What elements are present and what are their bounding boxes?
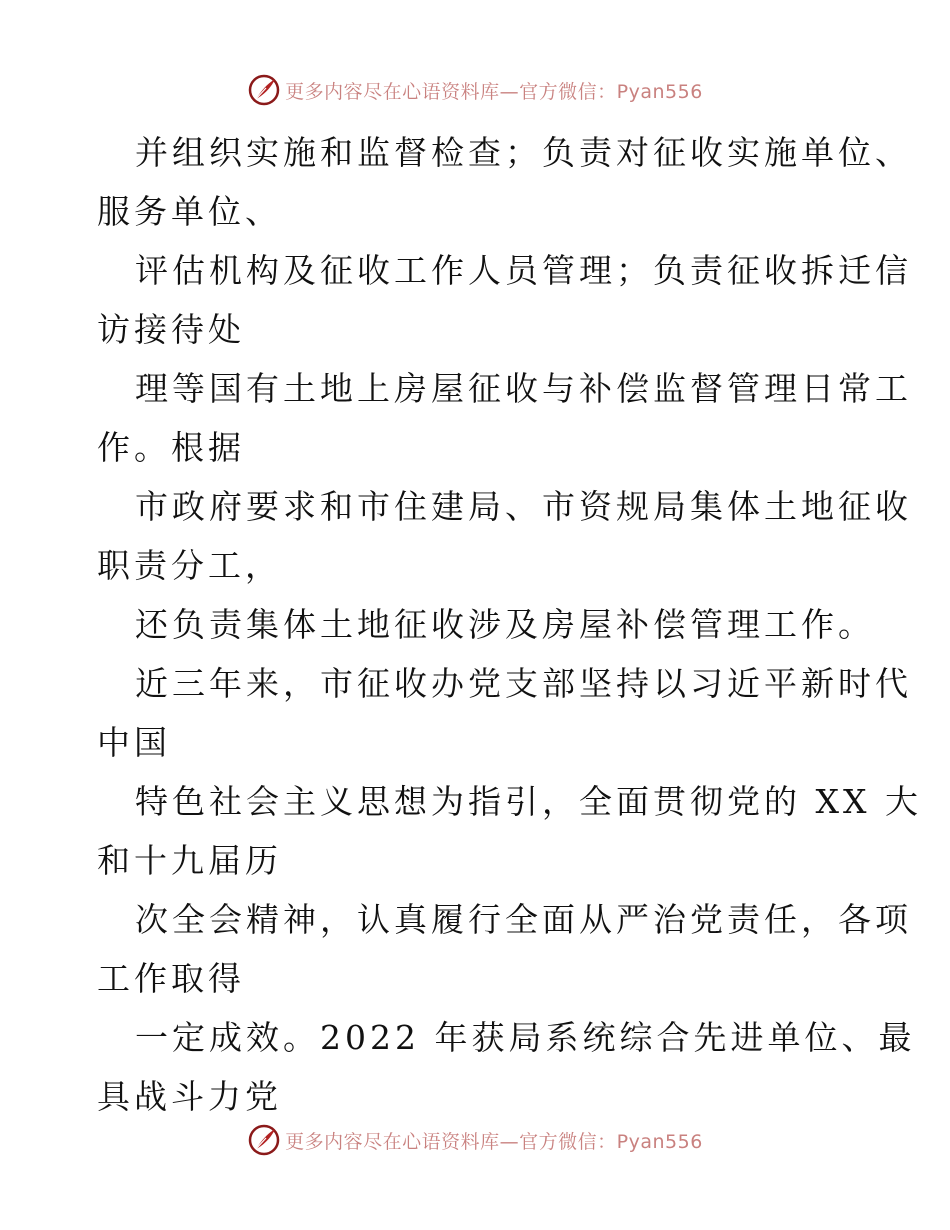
text-line: 次全会精神，认真履行全面从严治党责任，各项 — [135, 900, 912, 939]
feather-pen-circle-icon — [247, 1123, 281, 1157]
text-line: 具战斗力党 — [97, 1077, 282, 1116]
text-line: 还负责集体土地征收涉及房屋补偿管理工作。 — [135, 605, 875, 644]
text-line: 特色社会主义思想为指引，全面贯彻党的 XX 大 — [135, 782, 922, 821]
text-line: 一定成效。2022 年获局系统综合先进单位、最 — [135, 1018, 916, 1057]
text-line: 理等国有土地上房屋征收与补偿监督管理日常工 — [135, 369, 912, 408]
text-line: 并组织实施和监督检查；负责对征收实施单位、 — [135, 133, 912, 172]
text-line: 工作取得 — [97, 959, 245, 998]
footer-banner — [0, 1120, 950, 1160]
feather-pen-circle-icon — [247, 73, 281, 107]
text-line: 作。根据 — [97, 428, 245, 467]
text-line: 中国 — [97, 723, 171, 762]
text-line: 近三年来，市征收办党支部坚持以习近平新时代 — [135, 664, 912, 703]
text-line: 和十九届历 — [97, 841, 282, 880]
text-line: 访接待处 — [97, 310, 245, 349]
text-line: 职责分工， — [97, 546, 282, 585]
document-body — [97, 123, 922, 1126]
header-banner — [0, 70, 950, 110]
text-line: 评估机构及征收工作人员管理；负责征收拆迁信 — [135, 251, 912, 290]
banner-text: 更多内容尽在心语资料库—官方微信：Pyan556 — [285, 80, 703, 103]
banner-text: 更多内容尽在心语资料库—官方微信：Pyan556 — [285, 1130, 703, 1153]
text-line: 市政府要求和市住建局、市资规局集体土地征收 — [135, 487, 912, 526]
text-line: 服务单位、 — [97, 192, 282, 231]
